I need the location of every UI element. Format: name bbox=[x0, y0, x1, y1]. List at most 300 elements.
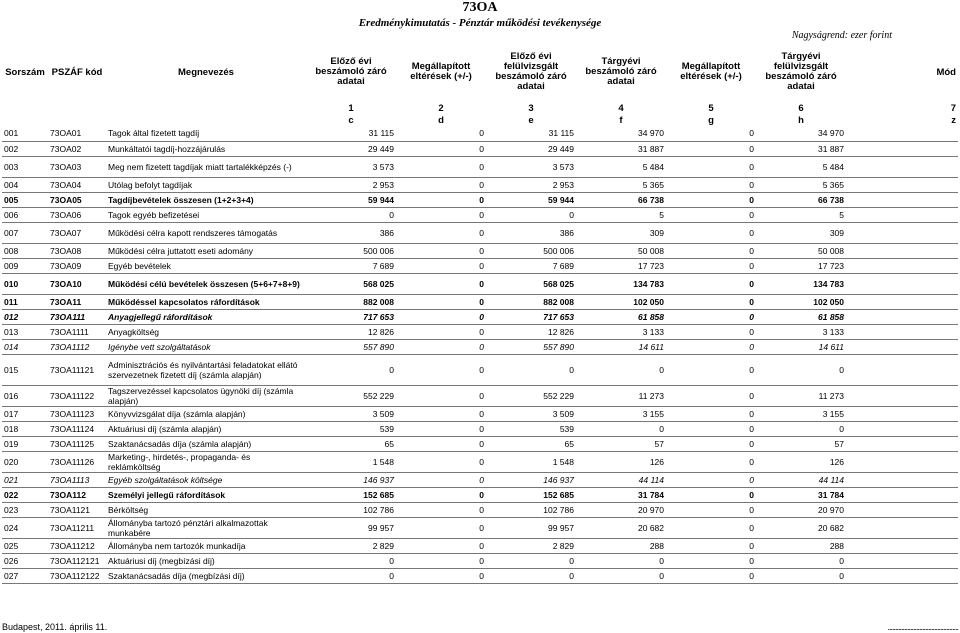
row-value: 500 006 bbox=[306, 243, 396, 258]
row-mode bbox=[846, 568, 958, 583]
row-value: 61 858 bbox=[756, 309, 846, 324]
col-number: 3 bbox=[528, 102, 534, 114]
row-value: 126 bbox=[576, 451, 666, 472]
row-value: 0 bbox=[576, 421, 666, 436]
row-number: 017 bbox=[2, 406, 48, 421]
row-code: 73OA112122 bbox=[48, 568, 106, 583]
row-value: 0 bbox=[666, 451, 756, 472]
row-value: 0 bbox=[396, 294, 486, 309]
row-value: 0 bbox=[396, 421, 486, 436]
row-code: 73OA11212 bbox=[48, 538, 106, 553]
row-value: 57 bbox=[756, 436, 846, 451]
row-value: 0 bbox=[396, 207, 486, 222]
row-value: 0 bbox=[576, 354, 666, 385]
col-letter: c bbox=[348, 114, 354, 126]
row-value: 0 bbox=[666, 309, 756, 324]
row-value: 3 155 bbox=[756, 406, 846, 421]
row-number: 004 bbox=[2, 177, 48, 192]
row-code: 73OA01 bbox=[48, 126, 106, 141]
col-header-mod: Mód bbox=[936, 66, 956, 78]
row-value: 2 953 bbox=[306, 177, 396, 192]
col-header-g: Megállapított eltérések (+/-) bbox=[680, 61, 742, 82]
row-mode bbox=[846, 192, 958, 207]
row-value: 0 bbox=[666, 472, 756, 487]
row-mode bbox=[846, 406, 958, 421]
col-header-c: Előző évi beszámoló záró adatai bbox=[315, 56, 387, 87]
row-code: 73OA1111 bbox=[48, 324, 106, 339]
row-code: 73OA08 bbox=[48, 243, 106, 258]
row-number: 015 bbox=[2, 354, 48, 385]
row-value: 5 bbox=[576, 207, 666, 222]
row-value: 17 723 bbox=[576, 258, 666, 273]
row-value: 0 bbox=[666, 436, 756, 451]
row-value: 0 bbox=[666, 339, 756, 354]
table-row bbox=[2, 436, 958, 451]
row-value: 0 bbox=[396, 339, 486, 354]
row-value: 0 bbox=[396, 517, 486, 538]
table-row bbox=[2, 568, 958, 583]
col-number: 2 bbox=[438, 102, 444, 114]
row-value: 65 bbox=[306, 436, 396, 451]
row-code: 73OA112121 bbox=[48, 553, 106, 568]
row-value: 0 bbox=[396, 472, 486, 487]
row-code: 73OA03 bbox=[48, 156, 106, 177]
col-header-megnevezes: Megnevezés bbox=[178, 66, 234, 78]
table-row bbox=[2, 207, 958, 222]
row-value: 134 783 bbox=[576, 273, 666, 294]
row-label: Személyi jellegű ráfordítások bbox=[106, 487, 306, 502]
row-mode bbox=[846, 354, 958, 385]
row-value: 102 786 bbox=[306, 502, 396, 517]
row-value: 0 bbox=[396, 568, 486, 583]
table-row bbox=[2, 472, 958, 487]
row-label: Aktuáriusi díj (megbízási díj) bbox=[106, 553, 306, 568]
row-value: 66 738 bbox=[576, 192, 666, 207]
col-number: 1 bbox=[348, 102, 354, 114]
row-value: 0 bbox=[666, 177, 756, 192]
row-value: 0 bbox=[396, 406, 486, 421]
row-label: Tagdíjbevételek összesen (1+2+3+4) bbox=[106, 192, 306, 207]
row-value: 0 bbox=[396, 553, 486, 568]
footer-signature-line: ............................................... bbox=[887, 622, 958, 632]
col-number: 6 bbox=[798, 102, 804, 114]
row-value: 50 008 bbox=[576, 243, 666, 258]
row-value: 102 050 bbox=[756, 294, 846, 309]
row-value: 2 829 bbox=[486, 538, 576, 553]
row-value: 11 273 bbox=[576, 385, 666, 406]
row-label: Működési célú bevételek összesen (5+6+7+8+9) bbox=[106, 273, 306, 294]
row-code: 73OA11122 bbox=[48, 385, 106, 406]
row-label: Tagok egyéb befizetései bbox=[106, 207, 306, 222]
row-value: 0 bbox=[756, 553, 846, 568]
row-value: 0 bbox=[666, 406, 756, 421]
row-mode bbox=[846, 273, 958, 294]
row-value: 0 bbox=[396, 436, 486, 451]
row-value: 7 689 bbox=[306, 258, 396, 273]
row-label: Szaktanácsadás díja (megbízási díj) bbox=[106, 568, 306, 583]
col-header-e: Előző évi felülvizsgált beszámoló záró adatai bbox=[495, 51, 567, 92]
row-mode bbox=[846, 126, 958, 141]
col-number: 7 bbox=[950, 102, 956, 114]
row-value: 0 bbox=[396, 243, 486, 258]
row-value: 66 738 bbox=[756, 192, 846, 207]
row-value: 17 723 bbox=[756, 258, 846, 273]
row-value: 11 273 bbox=[756, 385, 846, 406]
row-value: 0 bbox=[666, 156, 756, 177]
col-letter: h bbox=[798, 114, 804, 126]
row-label: Marketing-, hirdetés-, propaganda- és reklámköltség bbox=[106, 451, 306, 472]
table-row bbox=[2, 324, 958, 339]
row-code: 73OA11124 bbox=[48, 421, 106, 436]
row-value: 0 bbox=[666, 273, 756, 294]
row-value: 0 bbox=[396, 502, 486, 517]
row-number: 009 bbox=[2, 258, 48, 273]
row-code: 73OA11126 bbox=[48, 451, 106, 472]
table-body bbox=[2, 126, 958, 583]
row-mode bbox=[846, 156, 958, 177]
row-number: 002 bbox=[2, 141, 48, 156]
row-value: 0 bbox=[666, 421, 756, 436]
row-value: 0 bbox=[306, 568, 396, 583]
row-number: 013 bbox=[2, 324, 48, 339]
row-value: 20 682 bbox=[756, 517, 846, 538]
row-label: Működéssel kapcsolatos ráfordítások bbox=[106, 294, 306, 309]
table-row bbox=[2, 487, 958, 502]
row-code: 73OA11211 bbox=[48, 517, 106, 538]
row-value: 552 229 bbox=[486, 385, 576, 406]
row-value: 5 365 bbox=[756, 177, 846, 192]
row-number: 007 bbox=[2, 222, 48, 243]
row-value: 557 890 bbox=[486, 339, 576, 354]
report-subtitle: Eredménykimutatás - Pénztár működési tevékenysége bbox=[358, 17, 602, 29]
row-mode bbox=[846, 451, 958, 472]
table-row bbox=[2, 156, 958, 177]
row-value: 0 bbox=[486, 354, 576, 385]
row-value: 309 bbox=[756, 222, 846, 243]
row-value: 102 050 bbox=[576, 294, 666, 309]
row-mode bbox=[846, 487, 958, 502]
row-value: 5 bbox=[756, 207, 846, 222]
report-table bbox=[2, 42, 958, 584]
row-mode bbox=[846, 517, 958, 538]
row-value: 29 449 bbox=[486, 141, 576, 156]
row-label: Működési célra juttatott eseti adomány bbox=[106, 243, 306, 258]
row-value: 0 bbox=[486, 553, 576, 568]
col-letter: g bbox=[708, 114, 714, 126]
row-value: 44 114 bbox=[756, 472, 846, 487]
row-number: 010 bbox=[2, 273, 48, 294]
row-value: 0 bbox=[396, 385, 486, 406]
col-header-d: Megállapított eltérések (+/-) bbox=[410, 61, 472, 82]
row-value: 386 bbox=[486, 222, 576, 243]
row-code: 73OA04 bbox=[48, 177, 106, 192]
row-value: 31 784 bbox=[756, 487, 846, 502]
table-row bbox=[2, 354, 958, 385]
col-letter: f bbox=[619, 114, 623, 126]
row-value: 0 bbox=[666, 258, 756, 273]
row-value: 386 bbox=[306, 222, 396, 243]
row-value: 0 bbox=[306, 553, 396, 568]
row-mode bbox=[846, 294, 958, 309]
row-value: 3 573 bbox=[486, 156, 576, 177]
row-mode bbox=[846, 502, 958, 517]
row-value: 34 970 bbox=[756, 126, 846, 141]
row-value: 5 365 bbox=[576, 177, 666, 192]
table-row bbox=[2, 385, 958, 406]
row-code: 73OA10 bbox=[48, 273, 106, 294]
report-title: 73OA bbox=[462, 0, 498, 15]
row-code: 73OA09 bbox=[48, 258, 106, 273]
row-value: 0 bbox=[666, 538, 756, 553]
row-label: Állományba nem tartozók munkadíja bbox=[106, 538, 306, 553]
row-label: Igénybe vett szolgáltatások bbox=[106, 339, 306, 354]
row-value: 34 970 bbox=[576, 126, 666, 141]
row-value: 0 bbox=[396, 192, 486, 207]
col-header-f: Tárgyévi beszámoló záró adatai bbox=[585, 56, 657, 87]
col-letter: z bbox=[951, 114, 956, 126]
row-number: 022 bbox=[2, 487, 48, 502]
row-value: 59 944 bbox=[486, 192, 576, 207]
row-value: 0 bbox=[396, 309, 486, 324]
row-value: 31 887 bbox=[756, 141, 846, 156]
row-value: 3 133 bbox=[756, 324, 846, 339]
row-number: 003 bbox=[2, 156, 48, 177]
row-number: 027 bbox=[2, 568, 48, 583]
row-value: 5 484 bbox=[576, 156, 666, 177]
col-header-pszaf: PSZÁF kód bbox=[51, 66, 103, 78]
row-mode bbox=[846, 538, 958, 553]
row-value: 3 155 bbox=[576, 406, 666, 421]
col-number: 4 bbox=[618, 102, 624, 114]
row-label: Utólag befolyt tagdíjak bbox=[106, 177, 306, 192]
row-value: 0 bbox=[666, 568, 756, 583]
row-label: Működési célra kapott rendszeres támogatás bbox=[106, 222, 306, 243]
row-label: Egyéb bevételek bbox=[106, 258, 306, 273]
col-header-sorszam: Sorszám bbox=[5, 66, 45, 78]
row-label: Állományba tartozó pénztári alkalmazottak munkabére bbox=[106, 517, 306, 538]
row-number: 020 bbox=[2, 451, 48, 472]
row-value: 0 bbox=[396, 156, 486, 177]
row-value: 568 025 bbox=[306, 273, 396, 294]
table-row bbox=[2, 243, 958, 258]
row-value: 0 bbox=[666, 487, 756, 502]
row-value: 0 bbox=[396, 177, 486, 192]
row-value: 0 bbox=[486, 568, 576, 583]
row-value: 0 bbox=[396, 258, 486, 273]
row-value: 3 509 bbox=[486, 406, 576, 421]
row-value: 152 685 bbox=[486, 487, 576, 502]
row-number: 016 bbox=[2, 385, 48, 406]
row-code: 73OA11123 bbox=[48, 406, 106, 421]
row-mode bbox=[846, 309, 958, 324]
row-number: 008 bbox=[2, 243, 48, 258]
row-code: 73OA02 bbox=[48, 141, 106, 156]
row-value: 61 858 bbox=[576, 309, 666, 324]
row-mode bbox=[846, 141, 958, 156]
table-row bbox=[2, 258, 958, 273]
row-value: 0 bbox=[666, 294, 756, 309]
row-value: 152 685 bbox=[306, 487, 396, 502]
row-code: 73OA11 bbox=[48, 294, 106, 309]
row-value: 3 133 bbox=[576, 324, 666, 339]
row-value: 0 bbox=[666, 222, 756, 243]
col-header-h: Tárgyévi felülvizsgált beszámoló záró adatai bbox=[765, 51, 837, 92]
table-row bbox=[2, 451, 958, 472]
row-value: 0 bbox=[396, 451, 486, 472]
row-code: 73OA11121 bbox=[48, 354, 106, 385]
col-letter: d bbox=[438, 114, 444, 126]
row-value: 20 682 bbox=[576, 517, 666, 538]
row-value: 7 689 bbox=[486, 258, 576, 273]
row-number: 014 bbox=[2, 339, 48, 354]
row-value: 568 025 bbox=[486, 273, 576, 294]
row-value: 29 449 bbox=[306, 141, 396, 156]
row-value: 5 484 bbox=[756, 156, 846, 177]
row-number: 025 bbox=[2, 538, 48, 553]
col-letter: e bbox=[528, 114, 534, 126]
row-value: 126 bbox=[756, 451, 846, 472]
row-value: 0 bbox=[756, 568, 846, 583]
row-mode bbox=[846, 207, 958, 222]
row-value: 0 bbox=[666, 141, 756, 156]
row-label: Tagszervezéssel kapcsolatos ügynöki díj (számla alapján) bbox=[106, 385, 306, 406]
row-label: Meg nem fizetett tagdíjak miatt tartalékképzés (-) bbox=[106, 156, 306, 177]
row-value: 146 937 bbox=[306, 472, 396, 487]
row-value: 0 bbox=[666, 354, 756, 385]
unit-note: Nagyságrend: ezer forint bbox=[791, 30, 892, 41]
row-label: Szaktanácsadás díja (számla alapján) bbox=[106, 436, 306, 451]
row-value: 0 bbox=[396, 222, 486, 243]
row-code: 73OA1112 bbox=[48, 339, 106, 354]
row-value: 0 bbox=[666, 553, 756, 568]
row-value: 0 bbox=[306, 207, 396, 222]
row-value: 557 890 bbox=[306, 339, 396, 354]
row-value: 146 937 bbox=[486, 472, 576, 487]
row-value: 0 bbox=[756, 421, 846, 436]
row-value: 0 bbox=[666, 385, 756, 406]
row-value: 288 bbox=[756, 538, 846, 553]
row-value: 882 008 bbox=[306, 294, 396, 309]
row-label: Munkáltatói tagdíj-hozzájárulás bbox=[106, 141, 306, 156]
row-value: 12 826 bbox=[306, 324, 396, 339]
row-mode bbox=[846, 324, 958, 339]
row-value: 0 bbox=[666, 207, 756, 222]
table-row bbox=[2, 538, 958, 553]
row-value: 882 008 bbox=[486, 294, 576, 309]
row-label: Tagok által fizetett tagdíj bbox=[106, 126, 306, 141]
table-row bbox=[2, 222, 958, 243]
row-value: 31 784 bbox=[576, 487, 666, 502]
table-row bbox=[2, 421, 958, 436]
row-value: 1 548 bbox=[486, 451, 576, 472]
row-value: 0 bbox=[576, 553, 666, 568]
row-code: 73OA111 bbox=[48, 309, 106, 324]
row-number: 005 bbox=[2, 192, 48, 207]
row-value: 0 bbox=[396, 324, 486, 339]
row-value: 0 bbox=[666, 192, 756, 207]
row-mode bbox=[846, 258, 958, 273]
row-code: 73OA06 bbox=[48, 207, 106, 222]
row-value: 59 944 bbox=[306, 192, 396, 207]
row-value: 0 bbox=[486, 207, 576, 222]
row-value: 0 bbox=[306, 354, 396, 385]
row-value: 717 653 bbox=[486, 309, 576, 324]
table-row bbox=[2, 406, 958, 421]
row-value: 57 bbox=[576, 436, 666, 451]
row-value: 0 bbox=[666, 126, 756, 141]
row-value: 2 953 bbox=[486, 177, 576, 192]
row-mode bbox=[846, 222, 958, 243]
row-number: 019 bbox=[2, 436, 48, 451]
row-label: Anyagjellegű ráfordítások bbox=[106, 309, 306, 324]
col-number: 5 bbox=[708, 102, 714, 114]
row-number: 011 bbox=[2, 294, 48, 309]
row-number: 018 bbox=[2, 421, 48, 436]
table-row bbox=[2, 309, 958, 324]
row-value: 552 229 bbox=[306, 385, 396, 406]
row-value: 717 653 bbox=[306, 309, 396, 324]
row-value: 0 bbox=[666, 502, 756, 517]
row-value: 0 bbox=[666, 243, 756, 258]
row-value: 44 114 bbox=[576, 472, 666, 487]
row-label: Könyvvizsgálat díja (számla alapján) bbox=[106, 406, 306, 421]
row-label: Aktuáriusi díj (számla alapján) bbox=[106, 421, 306, 436]
row-value: 99 957 bbox=[306, 517, 396, 538]
row-value: 539 bbox=[306, 421, 396, 436]
row-value: 0 bbox=[396, 354, 486, 385]
row-value: 102 786 bbox=[486, 502, 576, 517]
table-row bbox=[2, 273, 958, 294]
row-value: 31 115 bbox=[486, 126, 576, 141]
row-value: 99 957 bbox=[486, 517, 576, 538]
table-row bbox=[2, 502, 958, 517]
row-label: Egyéb szolgáltatások költsége bbox=[106, 472, 306, 487]
row-value: 0 bbox=[396, 538, 486, 553]
footer-place-date: Budapest, 2011. április 11. bbox=[2, 622, 108, 632]
row-value: 0 bbox=[576, 568, 666, 583]
row-code: 73OA11125 bbox=[48, 436, 106, 451]
row-value: 12 826 bbox=[486, 324, 576, 339]
table-row bbox=[2, 553, 958, 568]
row-value: 539 bbox=[486, 421, 576, 436]
table-row bbox=[2, 339, 958, 354]
table-row bbox=[2, 141, 958, 156]
row-number: 001 bbox=[2, 126, 48, 141]
row-value: 500 006 bbox=[486, 243, 576, 258]
row-value: 0 bbox=[396, 487, 486, 502]
row-value: 0 bbox=[396, 126, 486, 141]
row-value: 14 611 bbox=[576, 339, 666, 354]
row-mode bbox=[846, 385, 958, 406]
row-value: 1 548 bbox=[306, 451, 396, 472]
row-value: 0 bbox=[396, 141, 486, 156]
row-code: 73OA112 bbox=[48, 487, 106, 502]
table-row bbox=[2, 517, 958, 538]
row-value: 2 829 bbox=[306, 538, 396, 553]
row-number: 026 bbox=[2, 553, 48, 568]
row-number: 023 bbox=[2, 502, 48, 517]
row-value: 3 509 bbox=[306, 406, 396, 421]
row-value: 20 970 bbox=[576, 502, 666, 517]
row-mode bbox=[846, 421, 958, 436]
row-value: 50 008 bbox=[756, 243, 846, 258]
row-code: 73OA05 bbox=[48, 192, 106, 207]
row-value: 0 bbox=[666, 517, 756, 538]
row-number: 021 bbox=[2, 472, 48, 487]
row-label: Adminisztrációs és nyilvántartási feladatokat ellátó szervezetnek fizetett díj (számla alapján) bbox=[106, 354, 306, 385]
row-label: Bérköltség bbox=[106, 502, 306, 517]
row-mode bbox=[846, 436, 958, 451]
